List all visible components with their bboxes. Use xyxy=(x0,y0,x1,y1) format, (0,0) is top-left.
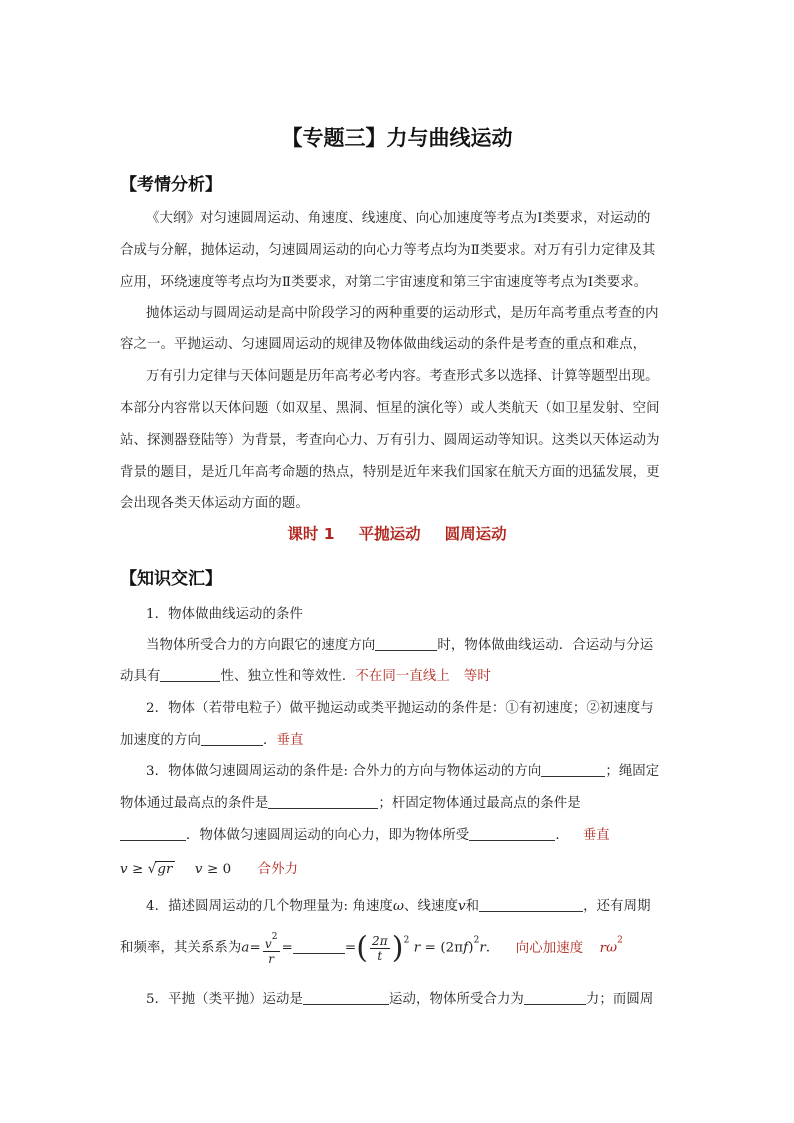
answer-text: 等时 xyxy=(463,669,491,684)
item-4-formula-line: 和频率，其关系系为a= $\frac{v^2}{r}$ = =( $\frac{2\pi}{t}$ )$^2$ $r = (2\pi f)^2r$． 向心加速度 $r\omega^2$ xyxy=(120,930,623,966)
lesson-label: 课时 1 xyxy=(287,525,335,543)
item-3-formula-line: v ≥ √gr v ≥ 0 合外力 xyxy=(120,862,299,877)
fill-blank[interactable] xyxy=(375,636,437,651)
fill-blank[interactable] xyxy=(201,731,263,746)
fraction: $\frac{2\pi}{t}$ xyxy=(372,933,388,963)
lesson-topic-2: 圆周运动 xyxy=(444,525,507,543)
fill-blank[interactable] xyxy=(293,939,345,954)
answer-text: 不在同一直线上 xyxy=(355,669,450,684)
fill-blank[interactable] xyxy=(479,897,583,912)
sqrt-symbol: √ xyxy=(147,862,157,877)
paragraph-line: 《大纲》对匀速圆周运动、角速度、线速度、向心加速度等考点为Ⅰ类要求，对运动的 xyxy=(146,211,651,226)
item-2-line: 加速度的方向 ．垂直 xyxy=(120,733,304,748)
paragraph-line: 背景的题目，是近几年高考命题的热点，特别是近年来我们国家在航天方面的迅猛发展，更 xyxy=(120,465,660,480)
paragraph-line: 万有引力定律与天体问题是历年高考必考内容。考查形式多以选择、计算等题型出现。 xyxy=(146,369,659,384)
fill-blank[interactable] xyxy=(303,990,389,1005)
paragraph-line: 合成与分解，抛体运动，匀速圆周运动的向心力等考点均为Ⅱ类要求。对万有引力定律及其 xyxy=(120,243,656,258)
lesson-topic-1: 平抛运动 xyxy=(358,525,421,543)
fill-blank[interactable] xyxy=(524,990,586,1005)
page-title: 【专题三】力与曲线运动 xyxy=(281,126,513,150)
item-3-line: 3．物体做匀速圆周运动的条件是: 合外力的方向与物体运动的方向 ；绳固定 xyxy=(146,764,660,779)
paragraph-line: 抛体运动与圆周运动是高中阶段学习的两种重要的运动形式，是历年高考重点考查的内 xyxy=(146,306,659,321)
answer-text: 合外力 xyxy=(257,862,299,877)
item-3-line: 物体通过最高点的条件是 ；杆固定物体通过最高点的条件是 xyxy=(120,796,581,811)
paragraph-line: 容之一。平抛运动、匀速圆周运动的规律及物体做曲线运动的条件是考查的重点和难点， xyxy=(120,337,647,352)
item-3-line: ．物体做匀速圆周运动的向心力，即为物体所受 ． 垂直 xyxy=(120,824,680,843)
fill-blank[interactable] xyxy=(469,826,555,841)
answer-text: 向心加速度 xyxy=(515,940,584,956)
fill-blank[interactable] xyxy=(541,762,605,777)
paragraph-line: 应用，环绕速度等考点均为Ⅱ类要求，对第二宇宙速度和第三宇宙速度等考点为Ⅰ类要求。 xyxy=(120,275,648,290)
fill-blank[interactable] xyxy=(268,794,378,809)
lesson-heading xyxy=(0,522,794,544)
paragraph-line: 站、探测器登陆等）为背景，考查向心力、万有引力、圆周运动等知识。这类以天体运动为 xyxy=(120,433,660,448)
item-1-line: 当物体所受合力的方向跟它的速度方向 时，物体做曲线运动．合运动与分运 xyxy=(146,638,654,653)
item-2-line: 2．物体（若带电粒子）做平抛运动或类平抛运动的条件是：①有初速度；②初速度与 xyxy=(146,701,654,716)
answer-text: 垂直 xyxy=(276,733,304,748)
item-4-line: 4．描述圆周运动的几个物理量为: 角速度ω、线速度v和 ，还有周期 xyxy=(146,899,651,914)
fill-blank[interactable] xyxy=(160,667,220,682)
item-5-line: 5．平抛（类平抛）运动是 运动，物体所受合力为 力；而圆周 xyxy=(146,992,654,1007)
section-heading-knowledge: 【知识交汇】 xyxy=(120,569,222,589)
paragraph-line: 会出现各类天体运动方面的题。 xyxy=(120,496,309,511)
fraction: $\frac{v^2}{r}$ xyxy=(264,932,278,966)
paragraph-line: 本部分内容常以天体问题（如双星、黑洞、恒星的演化等）或人类航天（如卫星发射、空间 xyxy=(120,401,660,416)
item-1-title: 1．物体做曲线运动的条件 xyxy=(146,607,304,622)
section-heading-analysis: 【考情分析】 xyxy=(120,175,222,195)
item-1-line: 动具有 性、独立性和等效性．不在同一直线上 等时 xyxy=(120,669,491,684)
answer-text: 垂直 xyxy=(582,828,610,843)
fill-blank[interactable] xyxy=(120,826,186,841)
